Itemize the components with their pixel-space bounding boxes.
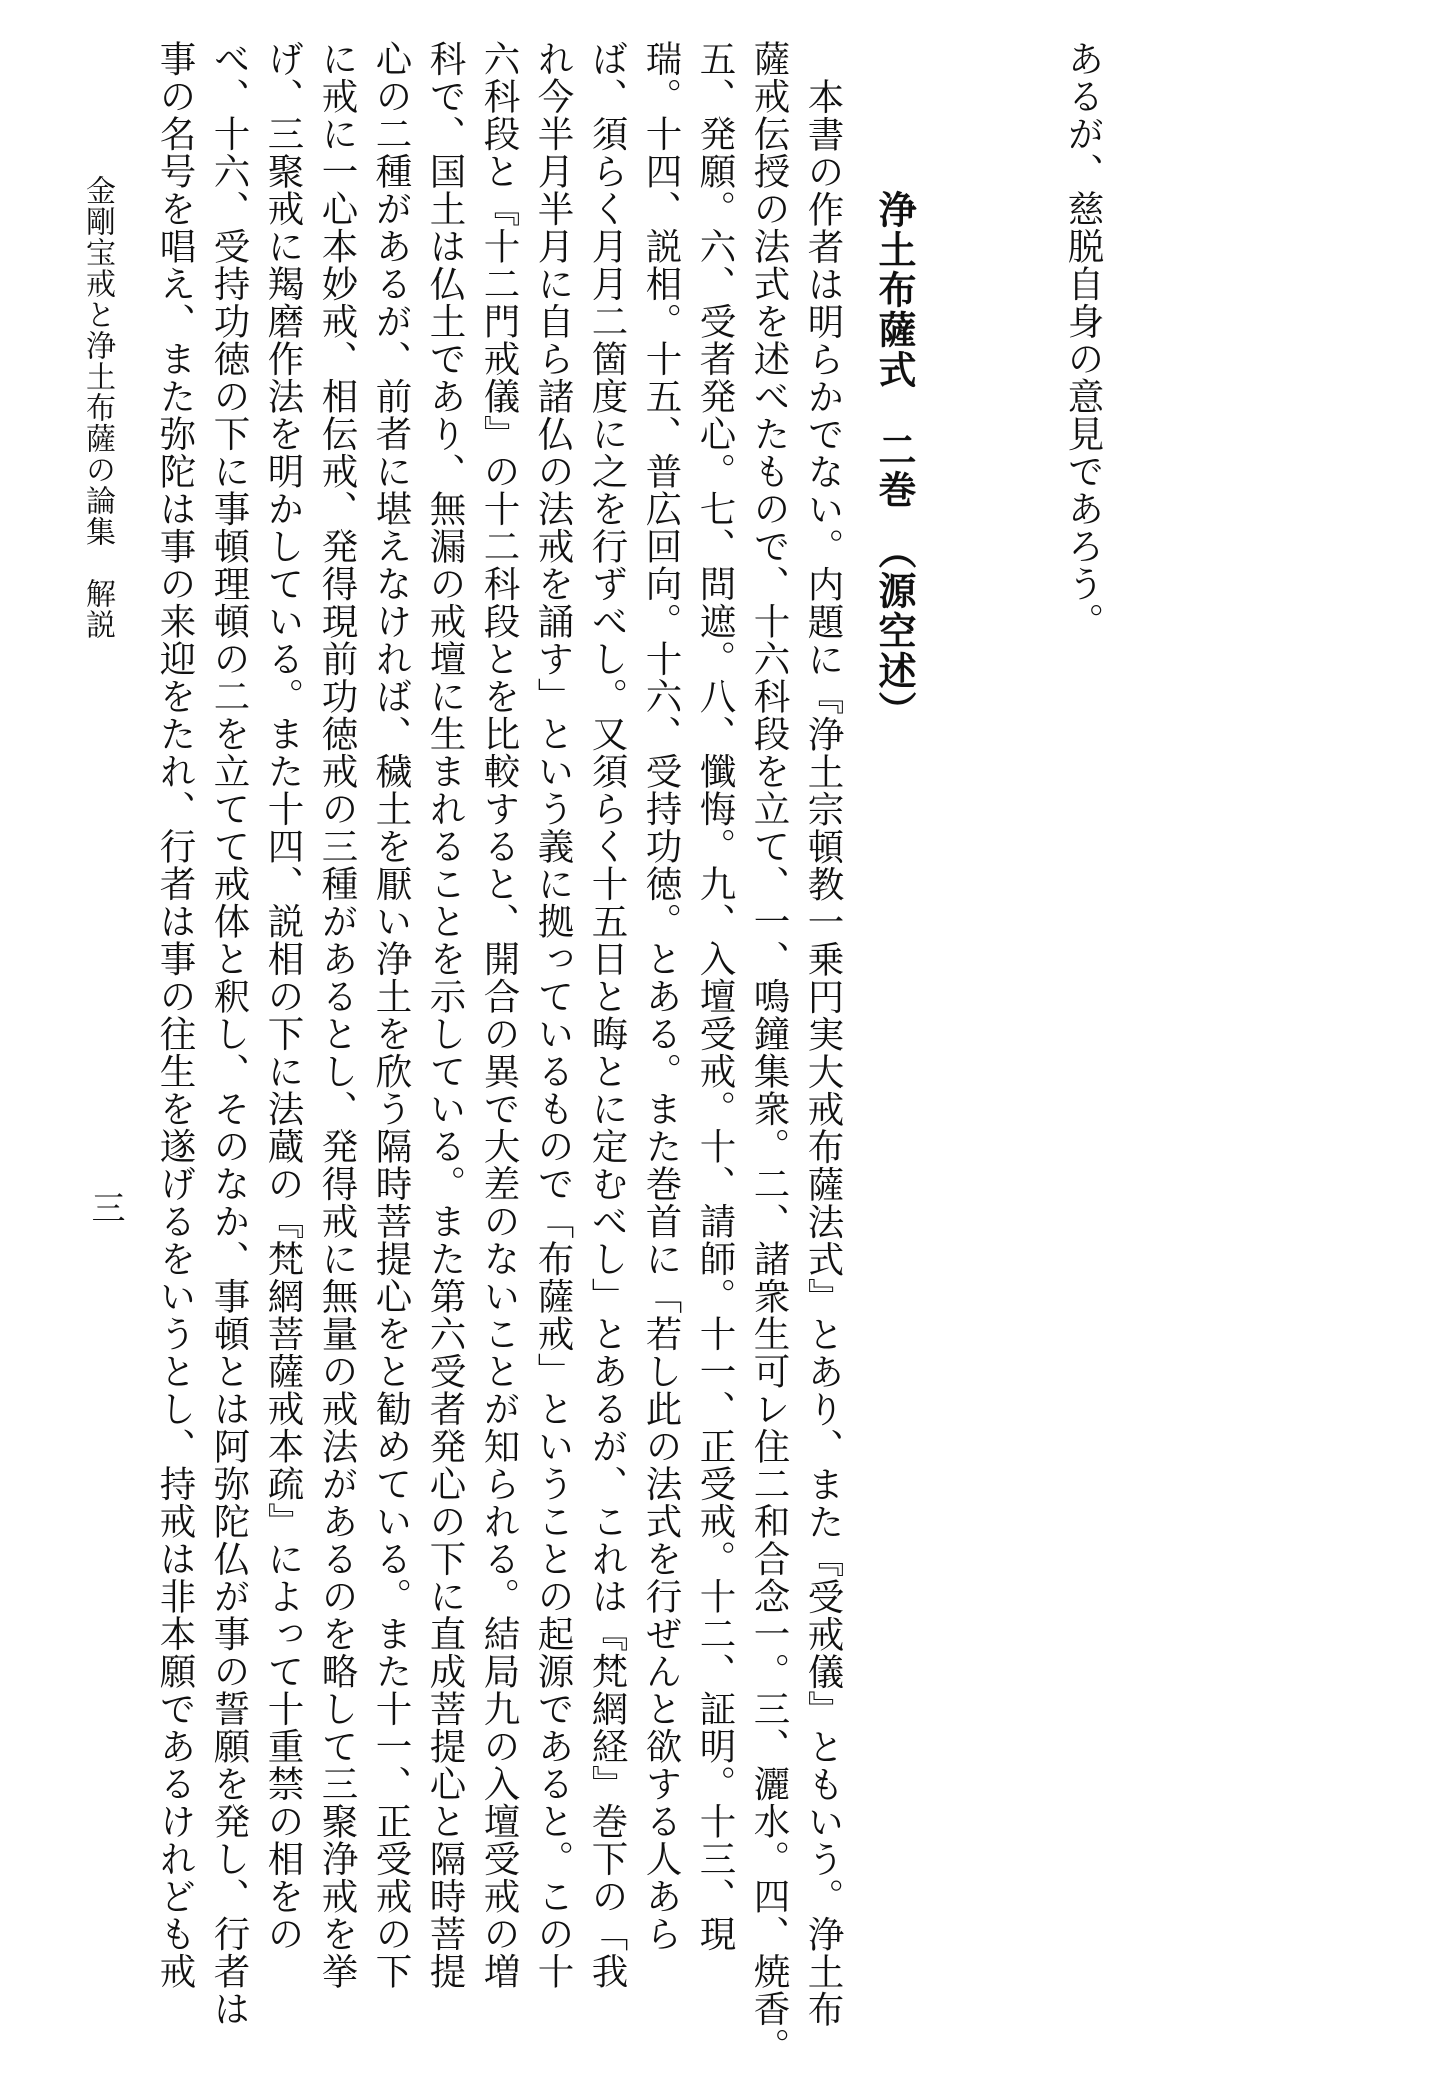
- text-line-1: あるが、慈脱自身の意見であろう。: [1062, 40, 1105, 640]
- text-line-12: げ、三聚戒に羯磨作法を明かしている。また十四、説相の下に法蔵の『梵網菩薩戒本疏』によって十重禁の相をの: [262, 40, 305, 1953]
- text-line-13: べ、十六、受持功徳の下に事頓理頓の二を立てて戒体と釈し、そのなか、事頓とは阿弥陀仏が事の誓願を発し、行者は: [208, 40, 251, 2028]
- text-line-7: れ今半月半月に自ら諸仏の法戒を誦す」という義に拠っているもので「布薩戒」ということの起源であると。この十: [532, 40, 575, 1990]
- text-line-10: 心の二種があるが、前者に堪えなければ、穢土を厭い浄土を欣う隔時菩提心をと勧めている。また十一、正受戒の下: [370, 40, 413, 1990]
- page-number: 三: [85, 1190, 125, 1224]
- text-line-2: 本書の作者は明らかでない。内題に『浄土宗頓教一乗円実大戒布薩法式』とあり、また『受戒儀』ともいう。浄土布: [802, 78, 845, 2028]
- text-line-5: 瑞。十四、説相。十五、普広回向。十六、受持功徳。とある。また巻首に「若し此の法式を行ぜんと欲する人あら: [640, 40, 683, 1953]
- text-line-4: 五、発願。六、受者発心。七、問遮。八、懺悔。九、入壇受戒。十、請師。十一、正受戒。十二、証明。十三、現: [694, 40, 737, 1953]
- text-line-9: 科で、国土は仏土であり、無漏の戒壇に生まれることを示している。また第六受者発心の下に直成菩提心と隔時菩提: [424, 40, 467, 1990]
- text-line-14: 事の名号を唱え、また弥陀は事の来迎をたれ、行者は事の往生を遂げるをいうとし、持戒は非本願であるけれども戒: [154, 40, 197, 1990]
- text-line-3: 薩戒伝授の法式を述べたもので、十六科段を立て、一、鳴鐘集衆。二、諸衆生可レ住二和合念一。三、灑水。四、焼香。: [748, 40, 791, 2065]
- section-heading: 浄土布薩式 二巻 （源空述）: [872, 190, 917, 731]
- running-header: 金剛宝戒と浄土布薩の論集 解説: [80, 175, 115, 640]
- text-line-6: ば、須らく月月二箇度に之を行ずべし。又須らく十五日と晦とに定むべし」とあるが、これは『梵網経』巻下の「我: [586, 40, 629, 1990]
- text-line-8: 六科段と『十二門戒儀』の十二科段とを比較すると、開合の異で大差のないことが知られる。結局九の入壇受戒の増: [478, 40, 521, 1990]
- text-line-11: に戒に一心本妙戒、相伝戒、発得現前功徳戒の三種があるとし、発得戒に無量の戒法があるのを略して三聚浄戒を挙: [316, 40, 359, 1990]
